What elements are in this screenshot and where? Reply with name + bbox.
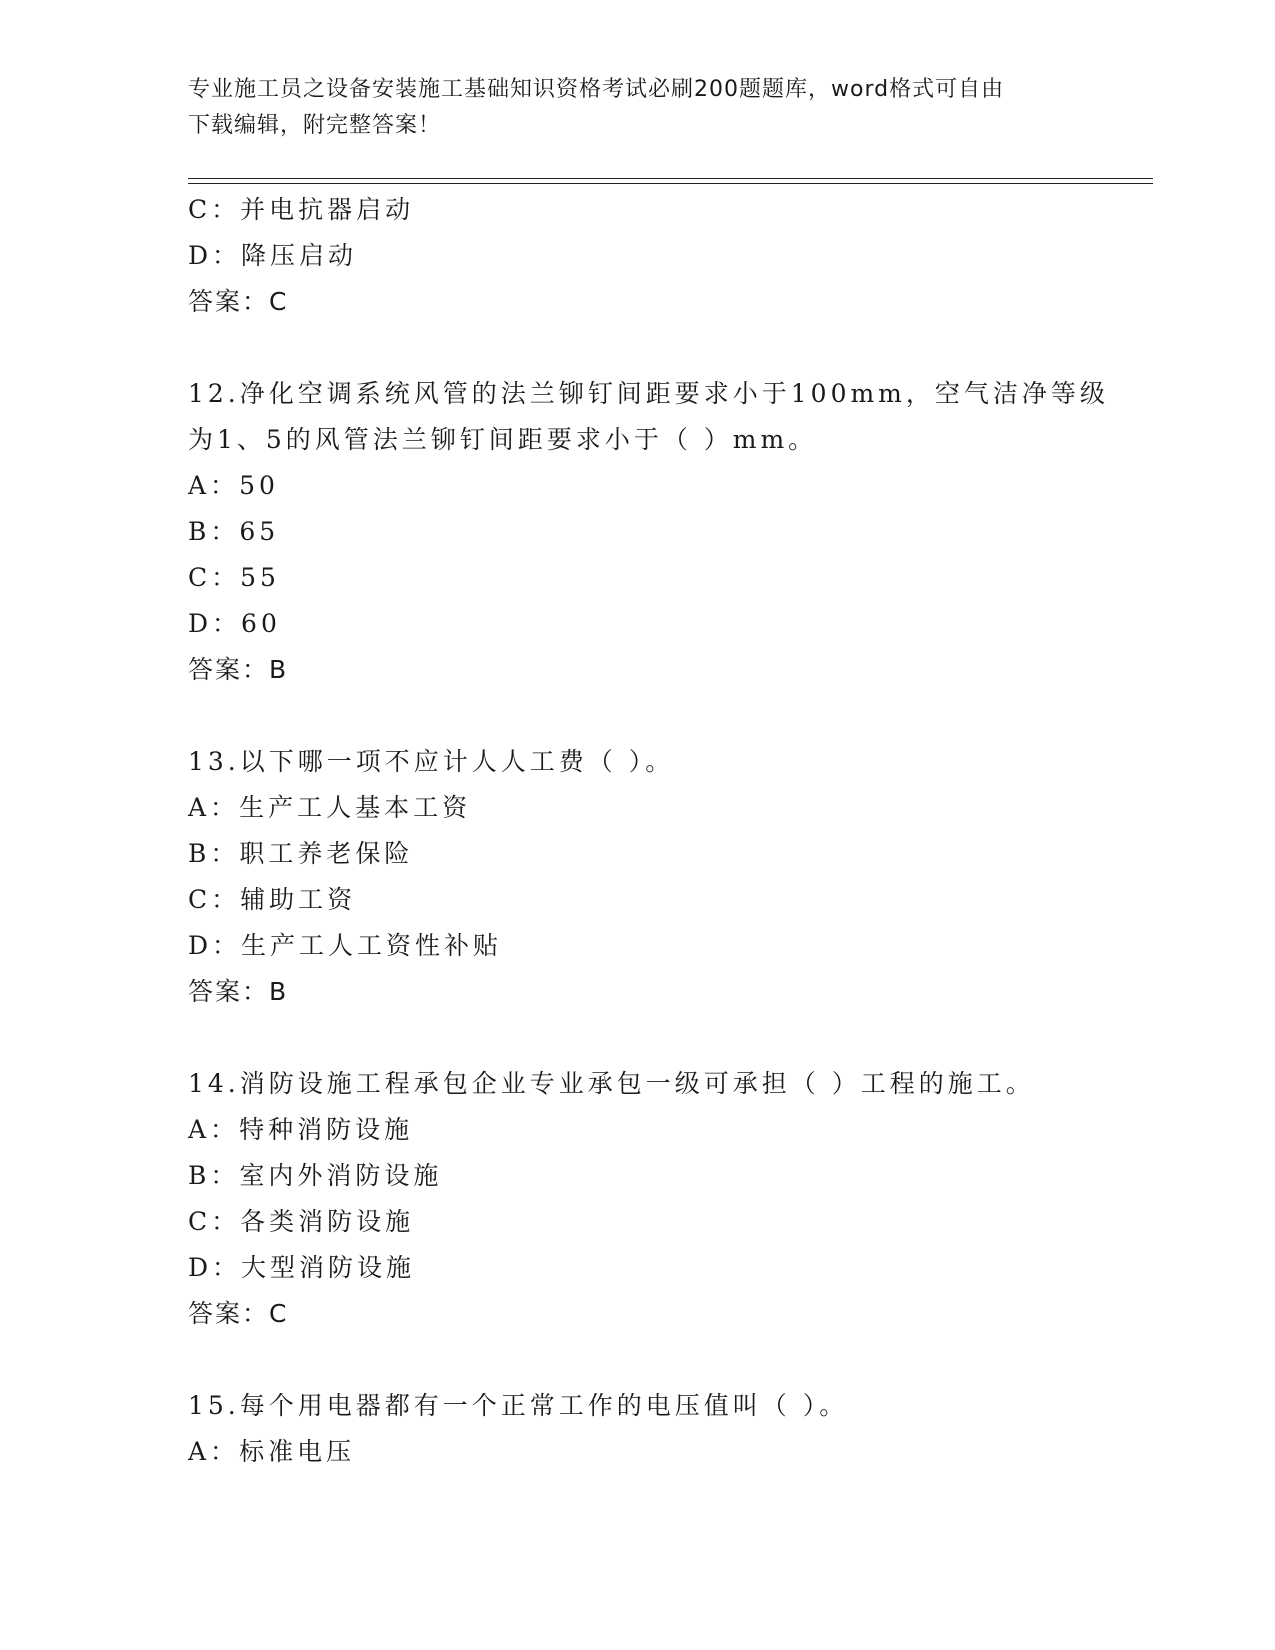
option-d: D：降压启动 — [188, 241, 358, 270]
question-stem-line: 15.每个用电器都有一个正常工作的电压值叫（ ）。 — [188, 1391, 849, 1420]
document-header — [188, 72, 1088, 144]
option-d: D：大型消防设施 — [188, 1253, 416, 1282]
answer-line: 答案：B — [188, 977, 289, 1006]
header-title-line-2: 下载编辑，附完整答案！ — [188, 113, 442, 138]
option-c: C：55 — [188, 563, 280, 592]
question-gap — [188, 1337, 1153, 1383]
question-12 — [188, 371, 1153, 693]
question-stem-line: 14.消防设施工程承包企业专业承包一级可承担（ ）工程的施工。 — [188, 1069, 1035, 1098]
option-a: A：标准电压 — [188, 1437, 356, 1466]
option-a: A：特种消防设施 — [188, 1115, 414, 1144]
question-11-continued — [188, 187, 1153, 325]
answer-line: 答案：C — [188, 1299, 289, 1328]
option-a: A：50 — [188, 471, 279, 500]
header-title-line-1: 专业施工员之设备安装施工基础知识资格考试必刷200题题库，word格式可自由 — [188, 77, 1005, 102]
option-b: B：室内外消防设施 — [188, 1161, 443, 1190]
question-13 — [188, 739, 1153, 1015]
answer-line: 答案：B — [188, 655, 289, 684]
option-b: B：65 — [188, 517, 280, 546]
option-c: C：各类消防设施 — [188, 1207, 415, 1236]
question-gap — [188, 325, 1153, 371]
question-stem-line: 为1、5的风管法兰铆钉间距要求小于（ ）mm。 — [188, 425, 818, 454]
option-d: D：生产工人工资性补贴 — [188, 931, 503, 960]
header-rule-bottom — [188, 183, 1153, 184]
question-stem-line: 12.净化空调系统风管的法兰铆钉间距要求小于100mm，空气洁净等级 — [188, 379, 1109, 408]
question-stem-line: 13.以下哪一项不应计人人工费（ ）。 — [188, 747, 675, 776]
answer-line: 答案：C — [188, 287, 289, 316]
option-c: C：辅助工资 — [188, 885, 357, 914]
document-body — [188, 187, 1153, 1475]
option-a: A：生产工人基本工资 — [188, 793, 472, 822]
question-15 — [188, 1383, 1153, 1475]
question-gap — [188, 693, 1153, 739]
question-gap — [188, 1015, 1153, 1061]
option-b: B：职工养老保险 — [188, 839, 414, 868]
option-c: C：并电抗器启动 — [188, 195, 415, 224]
option-d: D：60 — [188, 609, 281, 638]
header-rule-top — [188, 178, 1153, 179]
question-14 — [188, 1061, 1153, 1337]
